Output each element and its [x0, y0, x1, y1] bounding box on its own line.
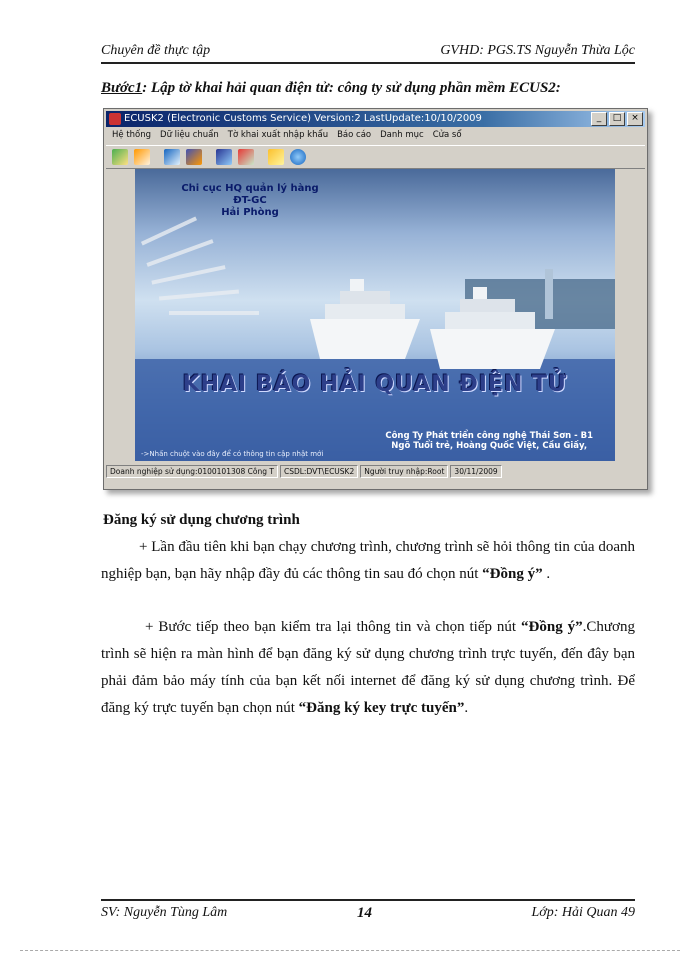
paragraph-first-run	[101, 534, 635, 588]
splash-banner: KHAI BÁO HẢI QUAN ĐIỆN TỬ	[182, 372, 568, 397]
para2-end: .	[464, 700, 469, 716]
company-line2: Ngõ Tuổi trẻ, Hoàng Quốc Việt, Cầu Giấy,	[391, 441, 588, 451]
status-date: 30/11/2009	[450, 465, 501, 478]
binary-stream-icon	[141, 217, 259, 315]
menu-to-khai[interactable]: Tờ khai xuất nhập khẩu	[227, 130, 329, 140]
menu-he-thong[interactable]: Hệ thống	[112, 130, 152, 140]
para2-body: .Chương trình sẽ hiện ra màn hình để bạn đăng ký sử dụng chương trình trực tuyến, đến đây bạn phải đảm bảo máy tính của bạn kết nối internet để đăng ký sử dụng chương trình. Để đăng ký trực tuyến bạn chọn nút	[101, 619, 635, 716]
ecus-screenshot-window	[103, 108, 648, 490]
para1-button-ref: “Đồng ý”	[482, 566, 543, 582]
new-declaration-icon[interactable]	[112, 149, 128, 165]
status-bar	[106, 465, 645, 478]
minimize-icon[interactable]: _	[591, 112, 607, 126]
para2-register-ref: “Đăng ký key trực tuyến”	[298, 700, 465, 716]
page-number: 14	[357, 905, 372, 921]
open-folder-icon[interactable]	[134, 149, 150, 165]
paragraph-next-step	[101, 614, 635, 722]
agency-name	[175, 183, 325, 219]
page-break-divider	[20, 950, 680, 951]
step-text: : Lập tờ khai hải quan điện tử: công ty sử dụng phần mềm ECUS2:	[142, 80, 561, 96]
step-label: Bước1	[101, 80, 143, 96]
agency-line2: Hải Phòng	[221, 207, 279, 218]
document-icon[interactable]	[164, 149, 180, 165]
header-supervisor: GVHD: PGS.TS Nguyễn Thừa Lộc	[440, 43, 635, 58]
app-icon	[109, 113, 121, 125]
splash-panel	[135, 169, 615, 461]
lock-icon[interactable]	[268, 149, 284, 165]
update-link[interactable]: ->Nhấn chuột vào đây để có thông tin cập nhật mới	[141, 450, 324, 458]
status-user: Người truy nhập:Root	[360, 465, 448, 478]
status-database: CSDL:DVT\ECUSK2	[280, 465, 358, 478]
maximize-icon[interactable]: □	[609, 112, 625, 126]
page-header	[101, 38, 635, 64]
window-controls	[591, 112, 643, 126]
section-title: Đăng ký sử dụng chương trình	[103, 512, 300, 528]
footer-class: Lớp: Hải Quan 49	[531, 905, 635, 920]
chart-icon[interactable]	[238, 149, 254, 165]
agency-line1: Chi cục HQ quản lý hàng ĐT-GC	[181, 183, 319, 206]
para1-end: .	[542, 566, 551, 582]
company-line1: Công Ty Phát triển công nghệ Thái Sơn - B1	[385, 431, 593, 441]
save-icon[interactable]	[216, 149, 232, 165]
para1-text: + Lần đầu tiên khi bạn chạy chương trình, chương trình sẽ hỏi thông tin của doanh nghiệp bạn, bạn hãy nhập đầy đủ các thông tin sau đó chọn nút	[101, 539, 635, 582]
para2-button-ref: “Đồng ý”	[521, 619, 583, 635]
menu-danh-muc[interactable]: Danh mục	[380, 130, 424, 140]
menu-du-lieu-chuan[interactable]: Dữ liệu chuẩn	[160, 130, 219, 140]
close-icon[interactable]: ×	[627, 112, 643, 126]
menu-cua-so[interactable]: Cửa sổ	[432, 130, 462, 140]
step-heading	[101, 80, 635, 97]
users-icon[interactable]	[186, 149, 202, 165]
company-info	[385, 431, 593, 451]
toolbar	[106, 145, 645, 169]
window-title: ECUSK2 (Electronic Customs Service) Version:2 LastUpdate:10/10/2009	[124, 113, 482, 124]
menu-bao-cao[interactable]: Báo cáo	[337, 130, 372, 140]
cruise-ship-left-icon	[310, 279, 420, 359]
header-course: Chuyên đề thực tập	[101, 43, 211, 58]
para2-text: + Bước tiếp theo bạn kiểm tra lại thông tin và chọn tiếp nút	[145, 619, 522, 635]
window-titlebar	[106, 111, 645, 127]
help-icon[interactable]	[290, 149, 306, 165]
footer-student: SV: Nguyễn Tùng Lâm	[101, 905, 228, 920]
status-company: Doanh nghiệp sử dụng:0100101308 Công T	[106, 465, 278, 478]
page-footer	[101, 899, 635, 921]
menu-bar	[106, 128, 645, 143]
